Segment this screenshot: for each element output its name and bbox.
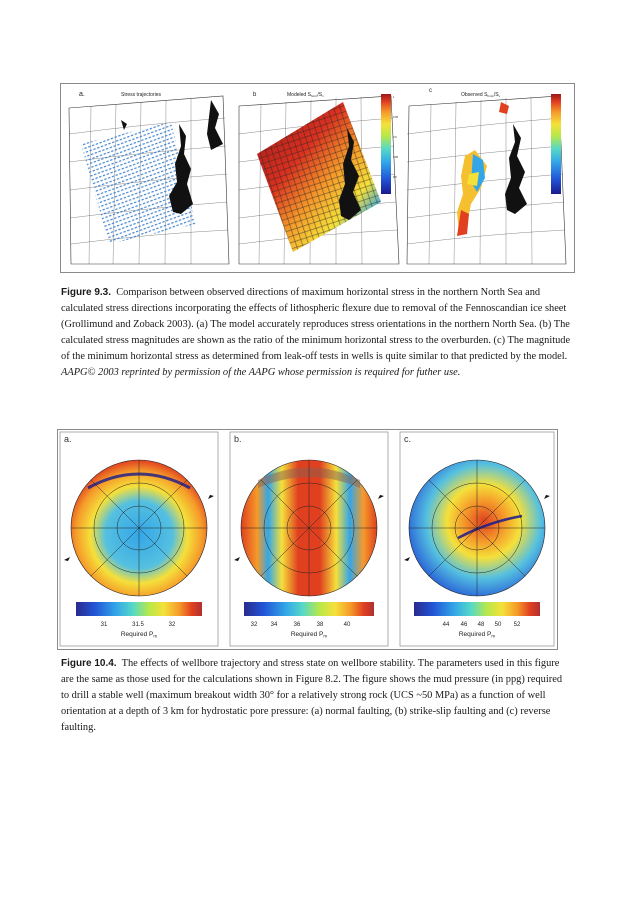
colorbar-b [381,94,391,194]
fig93-panel-c-label: c [429,88,432,94]
fig93-panel-b-title-main: Modeled S [287,92,311,98]
colorbar-a-axis-label [121,631,158,639]
colorbar-a [76,602,202,616]
colorbar-a-tick-1: 31.5 [132,622,144,628]
stereonet-panel-c [400,432,554,646]
colorbar-a-tick-2: 32 [168,622,176,628]
fig93-panel-a-title: Stress trajectories [121,92,162,98]
colorbar-c [414,602,540,616]
fig93-panel-c-title-tail: /S [493,92,499,98]
svg-text:0.95: 0.95 [393,116,399,119]
fig104-panel-c-label: c. [404,434,412,444]
colorbar-b [244,602,374,616]
colorbar-a-tick-0: 31 [100,622,108,628]
fig104-panel-a-label: a. [64,434,72,444]
figure-9-3-credit: AAPG© 2003 reprinted by permission of the AAPG whose permission is required for futher use. [61,366,461,378]
svg-text:0.85: 0.85 [393,156,399,159]
fig93-panel-b-title-sub2: v [322,94,324,99]
colorbar-b-axis-label [291,631,328,639]
colorbar-b-tick-4: 40 [343,622,351,628]
figure-10-4-caption-text: The effects of wellbore trajectory and stress state on wellbore stability. The parameters used in this figure are the same as those used for the calculations shown in Figure 8.2. The figure shows the mud pressure (in ppg) required to drill a stable well (maximum breakout width 30° for a relatively strong rock (UCS ~50 MPa) as a function of well orientation at a depth of 3 km for hydrostatic pore pressure: (a) normal faulting, (b) strike-slip faulting and (c) reverse faulting. [61,658,563,733]
colorbar-c-tick-2: 48 [477,622,485,628]
svg-text:0.8: 0.8 [393,176,397,179]
colorbar-c-axis-label [459,631,496,639]
fig93-panel-b-title-sub: hmin [310,94,318,99]
fig93-panel-b-title-tail: /S [317,92,323,98]
colorbar-b-axis-label-main: Required P [290,631,324,638]
colorbar-b-tick-3: 38 [316,622,324,628]
colorbar-a-axis-label-sub: m [153,633,158,639]
colorbar-c-tick-4: 52 [513,622,521,628]
fig93-panel-c-title-sub: hmin [487,94,494,99]
map-panel-b [239,94,399,264]
figure-10-4-caption [61,656,571,736]
map-panel-a [69,96,229,264]
figure-10-4-number: Figure 10.4. [61,658,117,669]
figure-9-3-maps [61,84,574,272]
figure-9-3-number: Figure 9.3. [61,287,112,298]
fig93-panel-c-title-main: Observed S [461,92,488,98]
figure-10-4-stereonets [58,430,557,649]
colorbar-c-tick-1: 46 [460,622,468,628]
figure-9-3 [60,83,575,273]
colorbar-c-tick-3: 50 [494,622,502,628]
colorbar-c [551,94,561,194]
fig93-panel-c-title [461,92,501,98]
colorbar-c-tick-0: 44 [442,622,450,628]
figure-10-4 [57,429,558,650]
map-panel-c [407,94,566,264]
colorbar-b-tick-2: 36 [293,622,301,628]
fig93-panel-a-label: a. [79,91,85,98]
figure-9-3-caption [61,285,571,380]
colorbar-b-tick-1: 34 [270,622,278,628]
stereonet-panel-b [230,432,388,646]
svg-text:1: 1 [393,96,395,99]
fig93-panel-b-title [287,92,324,98]
figure-9-3-caption-text: Comparison between observed directions of maximum horizontal stress in the northern North Sea and calculated stress directions incorporating the effects of lithospheric flexure due to removal of the Fennoscandian ice sheet (Grollimund and Zoback 2003). (a) The model accurately reproduces stress orientations in the northern North Sea. (b) The calculated stress magnitudes are shown as the ratio of the minimum horizontal stress to the overburden. (c) The magnitude of the minimum horizontal stress as determined from leak-off tests in wells is quite similar to that predicted by the model. [61,287,571,362]
stereonet-panel-a [60,432,218,646]
colorbar-b-axis-label-sub: m [323,633,328,639]
colorbar-b-tick-0: 32 [250,622,258,628]
colorbar-a-axis-label-main: Required P [120,631,154,638]
fig93-panel-b-label: b [253,92,257,98]
colorbar-c-axis-label-main: Required P [458,631,492,638]
fig93-panel-c-title-sub2: v [498,94,501,99]
svg-text:0.9: 0.9 [393,136,397,139]
fig104-panel-b-label: b. [234,434,242,444]
colorbar-c-axis-label-sub: m [491,633,496,639]
